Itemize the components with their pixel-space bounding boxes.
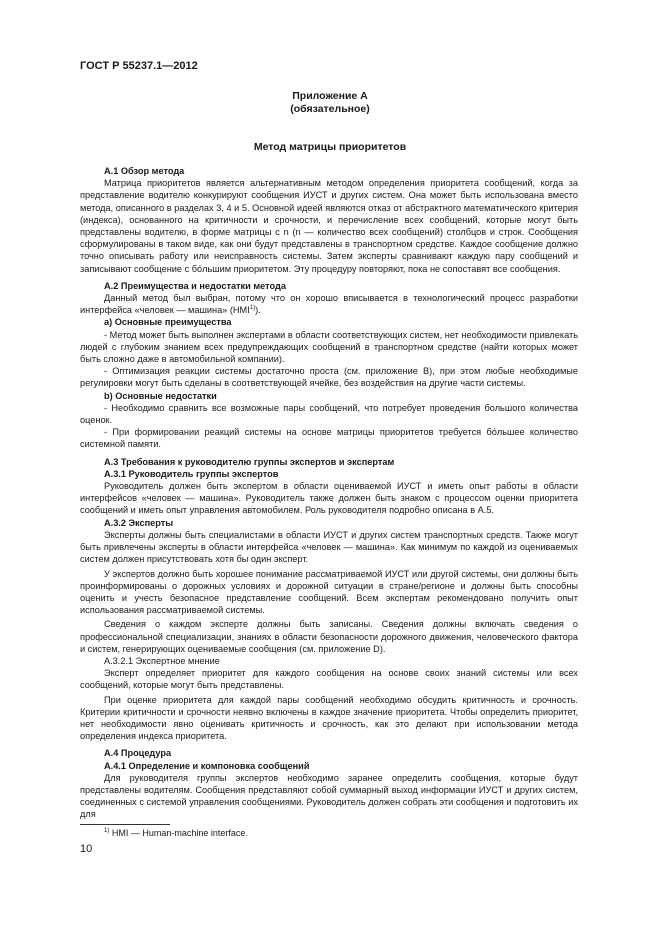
paragraph: Руководитель должен быть экспертом в области оцениваемой ИУСТ и иметь опыт работы в области интерфейсов «человек — машина». Руководитель также должен быть знаком с процессом оценки приоритета сообщений и иметь опыт управления автомобилем. Роль руководителя подробно описана в А.5. xyxy=(80,481,578,516)
paragraph: У экспертов должно быть хорошее понимание рассматриваемой ИУСТ или другой системы, они должны быть проинформированы о дорожных условиях и дорожной ситуации в стране/регионе и должны быть способны оценить и учесть безопасное представление сообщений. Всем экспертам рекомендовано получить опыт использования рассматриваемой системы. xyxy=(80,568,578,616)
paragraph: Для руководителя группы экспертов необходимо заранее определить сообщения, которые будут представлены водителям. Сообщения представляют собой суммарный выход информации ИУСТ и других систем, соединенных с системой управления сообщениями. Руководитель должен собрать эти сообщения и подготовить их для xyxy=(80,772,578,820)
paragraph xyxy=(80,292,578,316)
footnote xyxy=(104,828,248,838)
appendix-title: Приложение А xyxy=(292,90,368,102)
footnote-text: HMI — Human-machine interface. xyxy=(111,828,248,838)
section-a32-heading: А.3.2 Эксперты xyxy=(104,517,174,528)
paragraph-text: ). xyxy=(255,305,261,316)
section-a1-heading: А.1 Обзор метода xyxy=(104,166,185,176)
paragraph: Сведения о каждом эксперте должны быть записаны. Сведения должны включать сведения о профессиональной специализации, знаниях в области безопасности дорожного движения, человеческого фактора и систем, генерирующих оцениваемые сообщения (см. приложение D). xyxy=(80,619,578,654)
document-body xyxy=(80,165,578,821)
paragraph: Эксперты должны быть специалистами в области ИУСТ и других систем транспортных средств. Также могут быть привлечены эксперты в области интерфейса «человек — машина». Как минимум по каждой из оцениваемых систем должен присутствовать хотя бы один эксперт. xyxy=(80,529,578,565)
appendix-status: (обязательное) xyxy=(290,103,370,115)
paragraph: Матрица приоритетов является альтернативным методом определения приоритета сообщений, когда за представление водителю конкурируют сообщения ИУСТ и других систем. Она может быть использована вместо метода, описанного в разделах 3, 4 и 5. Основной идеей являются отказ от абстрактного математического критерия (индекса), основанного на критичности и срочности, и перечисление всех сообщений, которые могут быть представлены водителю, в форме матрицы с n (n — количество всех сообщений) столбцов и строк. Сообщения сформулированы в таком виде, как они будут представлены в транспортном средстве. Каждое сообщение должно точно описывать работу или неисправность системы. Затем эксперты сравнивают каждую пару сообщений и записывают сообщение с бо́льшим приоритетом. Эту процедуру повторяют, пока не сопоставят все сообщения. xyxy=(80,178,578,274)
footnote-mark: 1) xyxy=(104,828,110,834)
standard-header: ГОСТ Р 55237.1—2012 xyxy=(80,60,198,72)
section-a31-heading: А.3.1 Руководитель группы экспертов xyxy=(104,468,279,479)
subsection-disadvantages-heading: b) Основные недостатки xyxy=(104,390,217,401)
paragraph: Эксперт определяет приоритет для каждого сообщения на основе своих знаний системы или всех сообщений, которые могут быть представлены. xyxy=(80,668,578,691)
paragraph: При оценке приоритета для каждой пары сообщений необходимо обсудить критичность и срочность. Критерии критичности и срочности неявно включены в каждое значение приоритета. Чтобы определить приоритет, нет необходимости явно оценивать критичность и срочность, как это делают при использовании метода определения индекса приоритета. xyxy=(80,694,578,742)
list-item: - При формировании реакций системы на основе матрицы приоритетов требуется бо́льшее количество системной памяти. xyxy=(80,427,578,450)
list-item: - Метод может быть выполнен экспертами в области соответствующих систем, нет необходимости привлекать людей с глубоким знанием всех предупреждающих сообщений в транспортном средстве (найти которых может быть сложно даже в автомобильной компании). xyxy=(80,329,578,365)
section-a41-heading: А.4.1 Определение и компоновка сообщений xyxy=(104,760,310,771)
appendix-heading xyxy=(80,90,580,116)
subsection-advantages-heading: а) Основные преимущества xyxy=(104,317,232,328)
page-number: 10 xyxy=(80,843,93,855)
footnote-ref: 1) xyxy=(249,305,256,312)
section-a3-heading: А.3 Требования к руководителю группы экспертов и экспертам xyxy=(104,456,395,467)
section-a321-heading: А.3.2.1 Экспертное мнение xyxy=(104,655,220,666)
list-item: - Оптимизация реакции системы достаточно проста (см. приложение В), при этом любые необходимые регулировки могут быть сделаны в соответствующей ячейке, без воздействия на другие части системы. xyxy=(80,366,578,389)
list-item: - Необходимо сравнить все возможные пары сообщений, что потребует проведения большого количества оценок. xyxy=(80,402,578,426)
section-a4-heading: А.4 Процедура xyxy=(104,748,172,759)
paragraph-text: Данный метод был выбран, потому что он хорошо вписывается в технологический процесс разработки интерфейса «человек — машина» (HMI xyxy=(80,293,578,316)
document-title: Метод матрицы приоритетов xyxy=(253,141,407,153)
footnote-divider xyxy=(80,824,170,825)
section-a2-heading: А.2 Преимущества и недостатки метода xyxy=(104,280,286,291)
